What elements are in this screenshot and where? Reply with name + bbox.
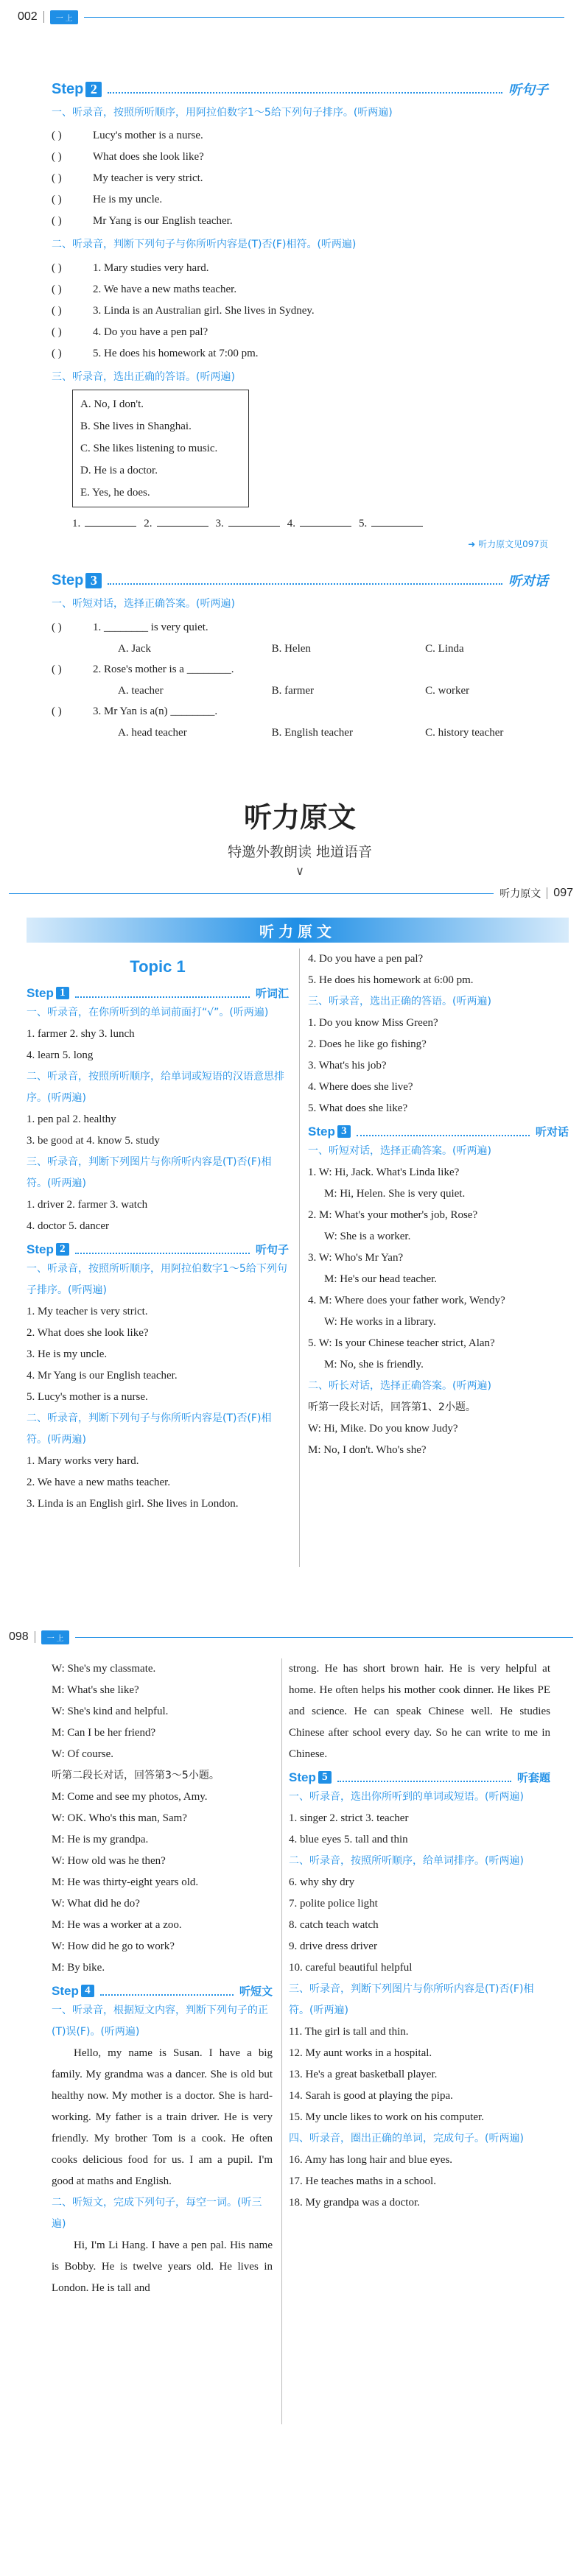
page-number: 002 bbox=[18, 10, 38, 23]
step-number: 3 bbox=[337, 1125, 351, 1138]
options-box bbox=[72, 390, 249, 507]
chevron-down-icon: ∨ bbox=[295, 865, 304, 878]
transcript-line: 18. My grandpa was a doctor. bbox=[289, 2197, 420, 2209]
transcript-line: W: How old was he then? bbox=[52, 1855, 166, 1867]
section-title: 三、听录音，选出正确的答语。(听两遍) bbox=[308, 996, 491, 1007]
answer-reference: ➜ 听力原文见097页 bbox=[468, 539, 548, 550]
step-title: 听套题 bbox=[516, 1772, 550, 1784]
page-098 bbox=[0, 1620, 582, 2576]
option-item: A. No, I don't. bbox=[80, 398, 144, 411]
step-4-header bbox=[52, 1983, 273, 1999]
step-title: 听词汇 bbox=[255, 988, 289, 1000]
passage: Hi, I'm Li Hang. I have a pen pal. His name is Bobby. He is twelve years old. He lives in London. He is tall and bbox=[52, 2239, 273, 2294]
transcript-line: 3. What's his job? bbox=[308, 1060, 387, 1071]
answer-paren: ( ) bbox=[52, 304, 62, 317]
q1-item-text: Lucy's mother is a nurse. bbox=[93, 130, 203, 142]
transcript-line: W: He works in a library. bbox=[324, 1316, 436, 1328]
step-dots bbox=[337, 1773, 511, 1782]
transcript-line: 2. What does she look like? bbox=[27, 1327, 149, 1339]
transcript-line: W: How did he go to work? bbox=[52, 1940, 175, 1952]
transcript-line: 4. learn 5. long bbox=[27, 1049, 94, 1061]
transcript-line: 4. doctor 5. dancer bbox=[27, 1220, 110, 1232]
step-label: Step bbox=[27, 1242, 54, 1256]
transcript-line: 12. My aunt works in a hospital. bbox=[289, 2047, 432, 2059]
answer-paren: ( ) bbox=[52, 283, 62, 295]
option-b: B. English teacher bbox=[271, 726, 353, 739]
transcript-line: 11. The girl is tall and thin. bbox=[289, 2026, 409, 2038]
step-dots bbox=[75, 989, 250, 998]
step-number: 1 bbox=[56, 987, 69, 999]
option-c: C. worker bbox=[425, 684, 470, 697]
step-label: Step bbox=[52, 1983, 79, 1998]
step-title: 听句子 bbox=[255, 1244, 289, 1256]
transcript-line: 1. Do you know Miss Green? bbox=[308, 1017, 438, 1029]
transcript-line: M: He was a worker at a zoo. bbox=[52, 1919, 182, 1931]
step-label: Step bbox=[308, 1124, 335, 1139]
transcript-line: 2. Does he like go fishing? bbox=[308, 1038, 427, 1050]
transcript-line: W: Hi, Mike. Do you know Judy? bbox=[308, 1423, 458, 1435]
transcript-line: 7. polite police light bbox=[289, 1898, 378, 1910]
answer-blanks bbox=[72, 518, 548, 530]
transcript-line: W: What did he do? bbox=[52, 1898, 140, 1910]
mc-question bbox=[52, 701, 548, 722]
step-dots bbox=[100, 1987, 234, 1996]
mc-options bbox=[118, 638, 548, 659]
transcript-line: 1. pen pal 2. healthy bbox=[27, 1113, 116, 1125]
q3-title: 三、听录音，选出正确的答语。(听两遍) bbox=[52, 370, 235, 383]
step-number: 4 bbox=[81, 1985, 94, 1997]
q2-item-text: 2. We have a new maths teacher. bbox=[93, 283, 237, 295]
step-label: Step bbox=[27, 985, 54, 1000]
mc-question-text: 1. ________ is very quiet. bbox=[93, 621, 208, 633]
blank-line bbox=[300, 526, 351, 527]
transcript-line: 4. blue eyes 5. tall and thin bbox=[289, 1834, 408, 1845]
blank-line bbox=[228, 526, 280, 527]
transcript-line: 8. catch teach watch bbox=[289, 1919, 379, 1931]
option-b: B. farmer bbox=[271, 684, 315, 697]
transcript-line: 3. be good at 4. know 5. study bbox=[27, 1135, 160, 1147]
transcript-line: 4. Do you have a pen pal? bbox=[308, 953, 424, 965]
step-number: 2 bbox=[56, 1243, 69, 1256]
transcript-line: 3. He is my uncle. bbox=[27, 1348, 108, 1360]
answer-paren: ( ) bbox=[52, 347, 62, 359]
page-header bbox=[9, 0, 573, 34]
q1-item-text: Mr Yang is our English teacher. bbox=[93, 215, 233, 228]
option-a: A. teacher bbox=[118, 684, 164, 697]
option-b: B. Helen bbox=[271, 642, 311, 655]
transcript-line: 14. Sarah is good at playing the pipa. bbox=[289, 2090, 453, 2102]
answer-paren: ( ) bbox=[52, 705, 62, 717]
transcript-line: M: No, she is friendly. bbox=[324, 1359, 424, 1370]
step-number: 5 bbox=[318, 1771, 332, 1784]
mc-options bbox=[118, 722, 548, 743]
transcript-line: M: No, I don't. Who's she? bbox=[308, 1444, 427, 1456]
transcript-line: M: Can I be her friend? bbox=[52, 1727, 156, 1739]
section-title: 二、听录音，按照所听顺序，给单词或短语的汉语意思排序。(听两遍) bbox=[27, 1071, 284, 1104]
q1-item-text: What does she look like? bbox=[93, 151, 204, 163]
option-c: C. Linda bbox=[425, 642, 464, 655]
section-title: 二、听长对话，选择正确答案。(听两遍) bbox=[308, 1380, 491, 1392]
transcript-line: 15. My uncle likes to work on his computer. bbox=[289, 2111, 484, 2123]
step3-q1-title: 一、听短对话，选择正确答案。(听两遍) bbox=[52, 598, 235, 610]
grade-tag-098: 一 上 bbox=[41, 1630, 70, 1644]
transcript-line: 4. Where does she live? bbox=[308, 1081, 413, 1093]
passage: Hello, my name is Susan. I have a big family. My grandma was a dancer. She is old but healthy now. My mother is a doctor. She is hard-working. My father is a train driver. He is very friendly. My brother Tom is a cook. He often cooks delicious food for us. I am a pupil. I'm good at maths and English. bbox=[52, 2047, 273, 2187]
answer-paren: ( ) bbox=[52, 172, 62, 185]
section-title: 一、听短对话，选择正确答案。(听两遍) bbox=[308, 1145, 491, 1157]
q1-item bbox=[52, 189, 548, 211]
step-title: 听对话 bbox=[535, 1126, 569, 1139]
transcript-line: 2. We have a new maths teacher. bbox=[27, 1477, 171, 1488]
transcript-line: 9. drive dress driver bbox=[289, 1940, 377, 1952]
q2-item bbox=[52, 300, 548, 322]
q2-item bbox=[52, 322, 548, 343]
page-002 bbox=[0, 0, 582, 876]
option-a: A. Jack bbox=[118, 642, 151, 655]
q2-item-text: 4. Do you have a pen pal? bbox=[93, 325, 208, 338]
step-dots bbox=[75, 1245, 250, 1254]
transcript-line: 4. M: Where does your father work, Wendy? bbox=[308, 1295, 505, 1306]
transcript-line: 1. farmer 2. shy 3. lunch bbox=[27, 1028, 135, 1040]
q2-item bbox=[52, 343, 548, 365]
q2-list bbox=[52, 258, 548, 365]
section-title: 一、听录音，根据短文内容，判断下列句子的正(T)误(F)。(听两遍) bbox=[52, 2005, 268, 2038]
transcript-line: 3. Linda is an English girl. She lives in London. bbox=[27, 1498, 239, 1510]
blank-item: 4. bbox=[287, 518, 351, 530]
option-c: C. history teacher bbox=[425, 726, 504, 739]
answer-paren: ( ) bbox=[52, 215, 62, 228]
page-097 bbox=[0, 876, 582, 1620]
answer-paren: ( ) bbox=[52, 130, 62, 142]
transcript-line: 2. M: What's your mother's job, Rose? bbox=[308, 1209, 478, 1221]
blank-item: 5. bbox=[359, 518, 423, 530]
cover-subtitle: 特邀外教朗读 地道语音 bbox=[227, 843, 373, 860]
topic-title: Topic 1 bbox=[130, 957, 186, 976]
left-column-098 bbox=[52, 1658, 273, 2299]
blank-line bbox=[85, 526, 136, 527]
option-item: D. He is a doctor. bbox=[80, 465, 158, 477]
section-title: 三、听录音，判断下列图片与你所听内容是(T)否(F)相符。(听两遍) bbox=[27, 1156, 272, 1189]
subsection-note: 听第二段长对话，回答第3～5小题。 bbox=[52, 1770, 220, 1781]
transcript-line: 3. W: Who's Mr Yan? bbox=[308, 1252, 404, 1264]
option-a: A. head teacher bbox=[118, 726, 187, 739]
transcript-line: M: He was thirty-eight years old. bbox=[52, 1876, 199, 1888]
transcript-line: M: By bike. bbox=[52, 1962, 105, 1974]
page-number-097: 097 bbox=[553, 887, 573, 899]
section-title: 一、听录音，按照所听顺序，用阿拉伯数字1～5给下列句子排序。(听两遍) bbox=[27, 1263, 287, 1296]
mc-question-text: 3. Mr Yan is a(n) ________. bbox=[93, 705, 218, 717]
step-5-header bbox=[289, 1770, 550, 1785]
q2-item bbox=[52, 258, 548, 279]
transcript-line: 17. He teaches maths in a school. bbox=[289, 2175, 436, 2187]
listening-banner: 听力原文 bbox=[27, 918, 569, 943]
answer-paren: ( ) bbox=[52, 194, 62, 206]
transcript-line: M: What's she like? bbox=[52, 1684, 139, 1696]
passage: strong. He has short brown hair. He is very helpful at home. He often helps his mother cook dinner. He likes PE and science. He can speak Chinese well. He studies Chinese after school every day. So he can write to me in Chinese. bbox=[289, 1663, 550, 1760]
transcript-line: 16. Amy has long hair and blue eyes. bbox=[289, 2154, 453, 2166]
option-item: E. Yes, he does. bbox=[80, 487, 150, 499]
transcript-line: M: Come and see my photos, Amy. bbox=[52, 1791, 208, 1803]
transcript-line: 1. W: Hi, Jack. What's Linda like? bbox=[308, 1166, 460, 1178]
transcript-line: 5. Lucy's mother is a nurse. bbox=[27, 1391, 148, 1403]
page-header-097 bbox=[0, 876, 582, 910]
q1-item-text: He is my uncle. bbox=[93, 194, 163, 206]
blank-item: 3. bbox=[216, 518, 280, 530]
transcript-line: M: He is my grandpa. bbox=[52, 1834, 149, 1845]
transcript-line: M: Hi, Helen. She is very quiet. bbox=[324, 1188, 466, 1200]
answer-paren: ( ) bbox=[52, 621, 62, 633]
step-3-header: Step 3 听对话 bbox=[52, 571, 548, 589]
q2-item bbox=[52, 279, 548, 300]
transcript-line: 6. why shy dry bbox=[289, 1876, 355, 1888]
q1-item-text: My teacher is very strict. bbox=[93, 172, 203, 185]
mc-question bbox=[52, 659, 548, 680]
answer-paren: ( ) bbox=[52, 663, 62, 675]
transcript-line: 13. He's a great basketball player. bbox=[289, 2069, 438, 2080]
grade-tag: 一 上 bbox=[50, 10, 79, 24]
option-item: C. She likes listening to music. bbox=[80, 443, 218, 455]
q1-item bbox=[52, 125, 548, 147]
section-title: 一、听录音，在你所听到的单词前面打“√”。(听两遍) bbox=[27, 1007, 269, 1018]
transcript-line: 1. singer 2. strict 3. teacher bbox=[289, 1812, 409, 1824]
transcript-line: 10. careful beautiful helpful bbox=[289, 1962, 413, 1974]
transcript-line: 1. My teacher is very strict. bbox=[27, 1306, 148, 1317]
blank-line bbox=[157, 526, 208, 527]
section-title: 二、听录音，按照所听顺序，给单词排序。(听两遍) bbox=[289, 1855, 524, 1867]
transcript-line: 5. W: Is your Chinese teacher strict, Alan? bbox=[308, 1337, 495, 1349]
transcript-line: 4. Mr Yang is our English teacher. bbox=[27, 1370, 178, 1382]
mc-list bbox=[52, 617, 548, 743]
q1-list bbox=[52, 125, 548, 232]
transcript-line: W: OK. Who's this man, Sam? bbox=[52, 1812, 187, 1824]
section-title: 三、听录音，判断下列图片与你所听内容是(T)否(F)相符。(听两遍) bbox=[289, 1983, 534, 2016]
answer-paren: ( ) bbox=[52, 261, 62, 274]
section-title: 二、听录音，判断下列句子与你所听内容是(T)否(F)相符。(听两遍) bbox=[27, 1412, 272, 1446]
section-title: 一、听录音，选出你所听到的单词或短语。(听两遍) bbox=[289, 1791, 524, 1803]
transcript-line: W: Of course. bbox=[52, 1748, 113, 1760]
header-label: 听力原文 bbox=[499, 888, 541, 900]
mc-options bbox=[118, 680, 548, 701]
mc-question bbox=[52, 617, 548, 638]
transcript-line: W: She's my classmate. bbox=[52, 1663, 156, 1675]
mc-question-text: 2. Rose's mother is a ________. bbox=[93, 663, 234, 675]
q2-item-text: 3. Linda is an Australian girl. She lives in Sydney. bbox=[93, 304, 315, 317]
step-3-header bbox=[308, 1124, 569, 1139]
blank-item: 2. bbox=[144, 518, 208, 530]
page-header-098 bbox=[0, 1620, 582, 1654]
step-title: 听短文 bbox=[239, 1985, 273, 1998]
option-item: B. She lives in Shanghai. bbox=[80, 420, 192, 433]
left-column bbox=[27, 949, 289, 1515]
transcript-line: 1. Mary works very hard. bbox=[27, 1455, 139, 1467]
section-title: 二、听短文，完成下列句子，每空一词。(听三遍) bbox=[52, 2197, 262, 2230]
q2-item-text: 1. Mary studies very hard. bbox=[93, 261, 209, 274]
right-column bbox=[308, 949, 569, 1461]
step-dots bbox=[357, 1127, 530, 1136]
q1-title: 一、听录音，按照所听顺序，用阿拉伯数字1～5给下列句子排序。(听两遍) bbox=[52, 107, 393, 119]
transcript-line: 1. driver 2. farmer 3. watch bbox=[27, 1199, 148, 1211]
q1-item bbox=[52, 147, 548, 168]
transcript-line: M: He's our head teacher. bbox=[324, 1273, 438, 1285]
step-2-header: Step 2 听句子 bbox=[52, 80, 548, 97]
page-number-098: 098 bbox=[9, 1630, 29, 1643]
step-1-header bbox=[27, 985, 289, 1001]
step-2-header bbox=[27, 1242, 289, 1257]
subsection-note: 听第一段长对话，回答第1、2小题。 bbox=[308, 1401, 476, 1413]
q2-title: 二、听录音，判断下列句子与你所听内容是(T)否(F)相符。(听两遍) bbox=[52, 239, 357, 251]
step-label: Step bbox=[289, 1770, 316, 1784]
transcript-line: W: She's kind and helpful. bbox=[52, 1706, 169, 1717]
blank-item: 1. bbox=[72, 518, 136, 530]
answer-paren: ( ) bbox=[52, 151, 62, 163]
cover-title: 听力原文 bbox=[243, 800, 356, 834]
section-title: 四、听录音，圈出正确的单词，完成句子。(听两遍) bbox=[289, 2133, 524, 2144]
transcript-line: 5. He does his homework at 6:00 pm. bbox=[308, 974, 474, 986]
right-column-098 bbox=[289, 1658, 550, 2214]
q1-item bbox=[52, 211, 548, 232]
transcript-line: 5. What does she like? bbox=[308, 1102, 408, 1114]
q2-item-text: 5. He does his homework at 7:00 pm. bbox=[93, 347, 259, 359]
transcript-line: W: She is a worker. bbox=[324, 1231, 411, 1242]
answer-paren: ( ) bbox=[52, 325, 62, 338]
q1-item bbox=[52, 168, 548, 189]
blank-line bbox=[371, 526, 423, 527]
